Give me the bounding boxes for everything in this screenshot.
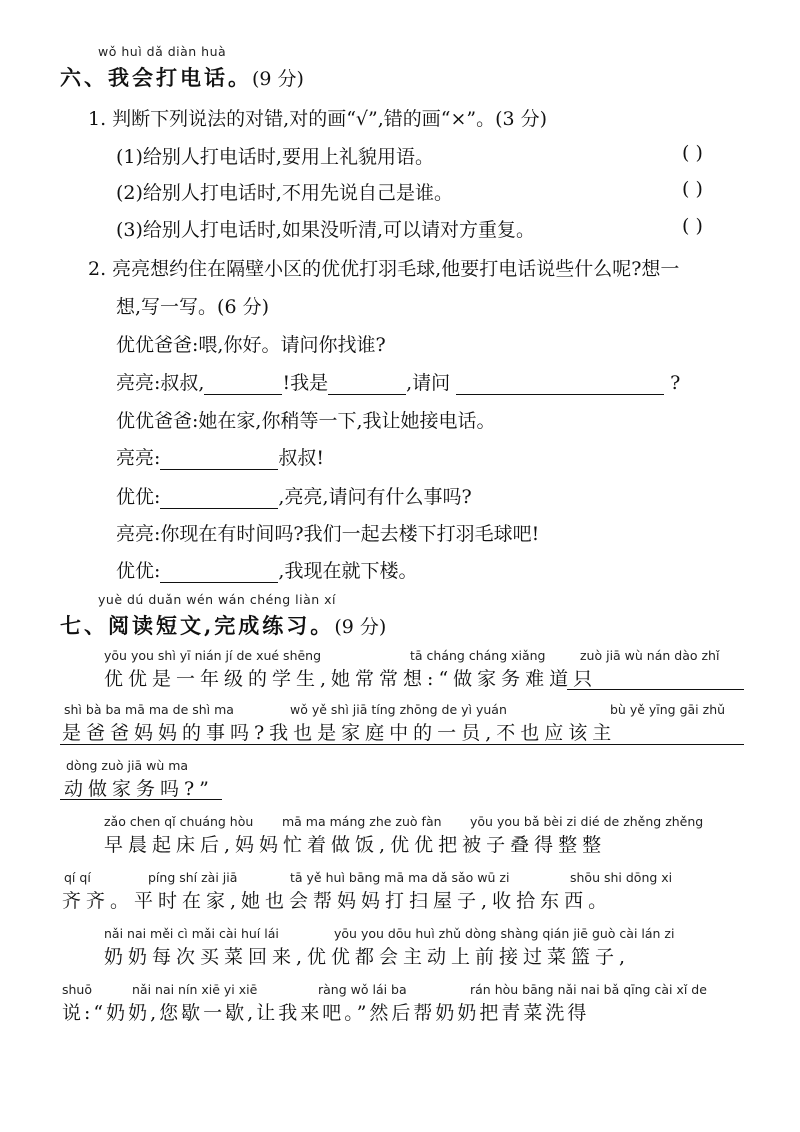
underline-marker (60, 744, 744, 745)
section7-heading: 七、阅读短文,完成练习。 (60, 613, 335, 638)
pinyin-segment: shì bà ba mā ma de shì ma (64, 702, 234, 717)
pinyin-segment: zuò jiā wù nán dào zhǐ (580, 648, 720, 663)
passage-line: 早晨起床后,妈妈忙着做饭,优优把被子叠得整整 (104, 834, 607, 856)
section7-title (60, 610, 386, 640)
dialogue-2-b: !我是 (282, 372, 329, 394)
q1-instruction: 1. 判断下列说法的对错,对的画“√”,错的画“×”。(3 分) (88, 108, 548, 130)
dialogue-2-d: ? (670, 372, 681, 394)
dialogue-line-1: 优优爸爸:喂,你好。请问你找谁? (116, 334, 386, 356)
dialogue-4-b: 叔叔! (278, 447, 325, 469)
underline-marker (60, 799, 222, 800)
pinyin-segment: bù yě yīng gāi zhǔ (610, 702, 726, 717)
section7-pinyin: yuè dú duǎn wén wán chéng liàn xí (98, 592, 337, 607)
answer-paren-3[interactable]: ( ) (682, 215, 703, 237)
pinyin-segment: ràng wǒ lái ba (318, 982, 407, 997)
pinyin-segment: nǎi nai měi cì mǎi cài huí lái (104, 926, 279, 941)
passage-line: 动做家务吗?” (64, 778, 214, 800)
dialogue-5-a: 优优: (116, 486, 161, 508)
pinyin-segment: qí qí (64, 870, 91, 885)
blank-youyou-answer[interactable] (160, 562, 278, 583)
section7-score: (9 分) (334, 616, 387, 638)
answer-paren-2[interactable]: ( ) (682, 178, 703, 200)
dialogue-line-6: 亮亮:你现在有时间吗?我们一起去楼下打羽毛球吧! (116, 523, 540, 545)
q1-item-1: (1)给别人打电话时,要用上礼貌用语。 (116, 146, 434, 168)
passage-line: 优优是一年级的学生,她常常想:“做家务难道只 (104, 668, 598, 690)
passage-line: 齐齐。平时在家,她也会帮妈妈打扫屋子,收拾东西。 (62, 890, 613, 912)
passage-line: 奶奶每次买菜回来,优优都会主动上前接过菜篮子, (104, 946, 631, 968)
pinyin-segment: shōu shi dōng xi (570, 870, 673, 885)
pinyin-segment: dòng zuò jiā wù ma (66, 758, 189, 773)
pinyin-segment: wǒ yě shì jiā tíng zhōng de yì yuán (290, 702, 507, 717)
section6-score: (9 分) (252, 68, 304, 90)
pinyin-segment: yōu you bǎ bèi zi dié de zhěng zhěng (470, 814, 704, 829)
passage-line: 是爸爸妈妈的事吗?我也是家庭中的一员,不也应该主 (62, 722, 617, 744)
dialogue-line-2 (116, 368, 680, 395)
dialogue-line-5 (116, 482, 472, 509)
pinyin-segment: tā cháng cháng xiǎng (410, 648, 546, 663)
q1-item-3: (3)给别人打电话时,如果没听清,可以请对方重复。 (116, 219, 535, 241)
passage-line: 说:“奶奶,您歇一歇,让我来吧。”然后帮奶奶把青菜洗得 (62, 1002, 590, 1024)
blank-greeting[interactable] (204, 374, 282, 395)
dialogue-5-b: ,亮亮,请问有什么事吗? (278, 486, 472, 508)
pinyin-segment: tā yě huì bāng mā ma dǎ sǎo wū zi (290, 870, 510, 885)
section6-pinyin: wǒ huì dǎ diàn huà (98, 44, 227, 59)
section6-title (60, 62, 304, 92)
pinyin-segment: píng shí zài jiā (148, 870, 238, 885)
q1-item-2: (2)给别人打电话时,不用先说自己是谁。 (116, 182, 453, 204)
underline-marker (567, 689, 744, 690)
dialogue-2-c: ,请问 (406, 372, 451, 394)
dialogue-line-7 (116, 556, 417, 583)
pinyin-segment: mā ma máng zhe zuò fàn (282, 814, 442, 829)
pinyin-segment: rán hòu bāng nǎi nai bǎ qīng cài xǐ de (470, 982, 707, 997)
pinyin-segment: zǎo chen qǐ chuáng hòu (104, 814, 254, 829)
dialogue-7-a: 优优: (116, 560, 161, 582)
blank-youyou-greeting[interactable] (160, 488, 278, 509)
dialogue-line-3: 优优爸爸:她在家,你稍等一下,我让她接电话。 (116, 410, 496, 432)
dialogue-7-b: ,我现在就下楼。 (278, 560, 418, 582)
pinyin-segment: nǎi nai nín xiē yi xiē (132, 982, 258, 997)
blank-name[interactable] (328, 374, 406, 395)
pinyin-segment: shuō (62, 982, 93, 997)
dialogue-4-a: 亮亮: (116, 447, 161, 469)
dialogue-2-a: 亮亮:叔叔, (116, 372, 205, 394)
blank-question[interactable] (456, 374, 664, 395)
blank-liangliang-reply[interactable] (160, 449, 278, 470)
dialogue-line-4 (116, 443, 324, 470)
q2-prompt-line1: 2. 亮亮想约住在隔壁小区的优优打羽毛球,他要打电话说些什么呢?想一 (88, 258, 680, 280)
pinyin-segment: yōu you shì yī nián jí de xué shēng (104, 648, 322, 663)
answer-paren-1[interactable]: ( ) (682, 142, 703, 164)
q2-prompt-line2: 想,写一写。(6 分) (116, 296, 269, 318)
pinyin-segment: yōu you dōu huì zhǔ dòng shàng qián jiē guò cài lán zi (334, 926, 675, 941)
section6-heading: 六、我会打电话。 (60, 65, 252, 90)
